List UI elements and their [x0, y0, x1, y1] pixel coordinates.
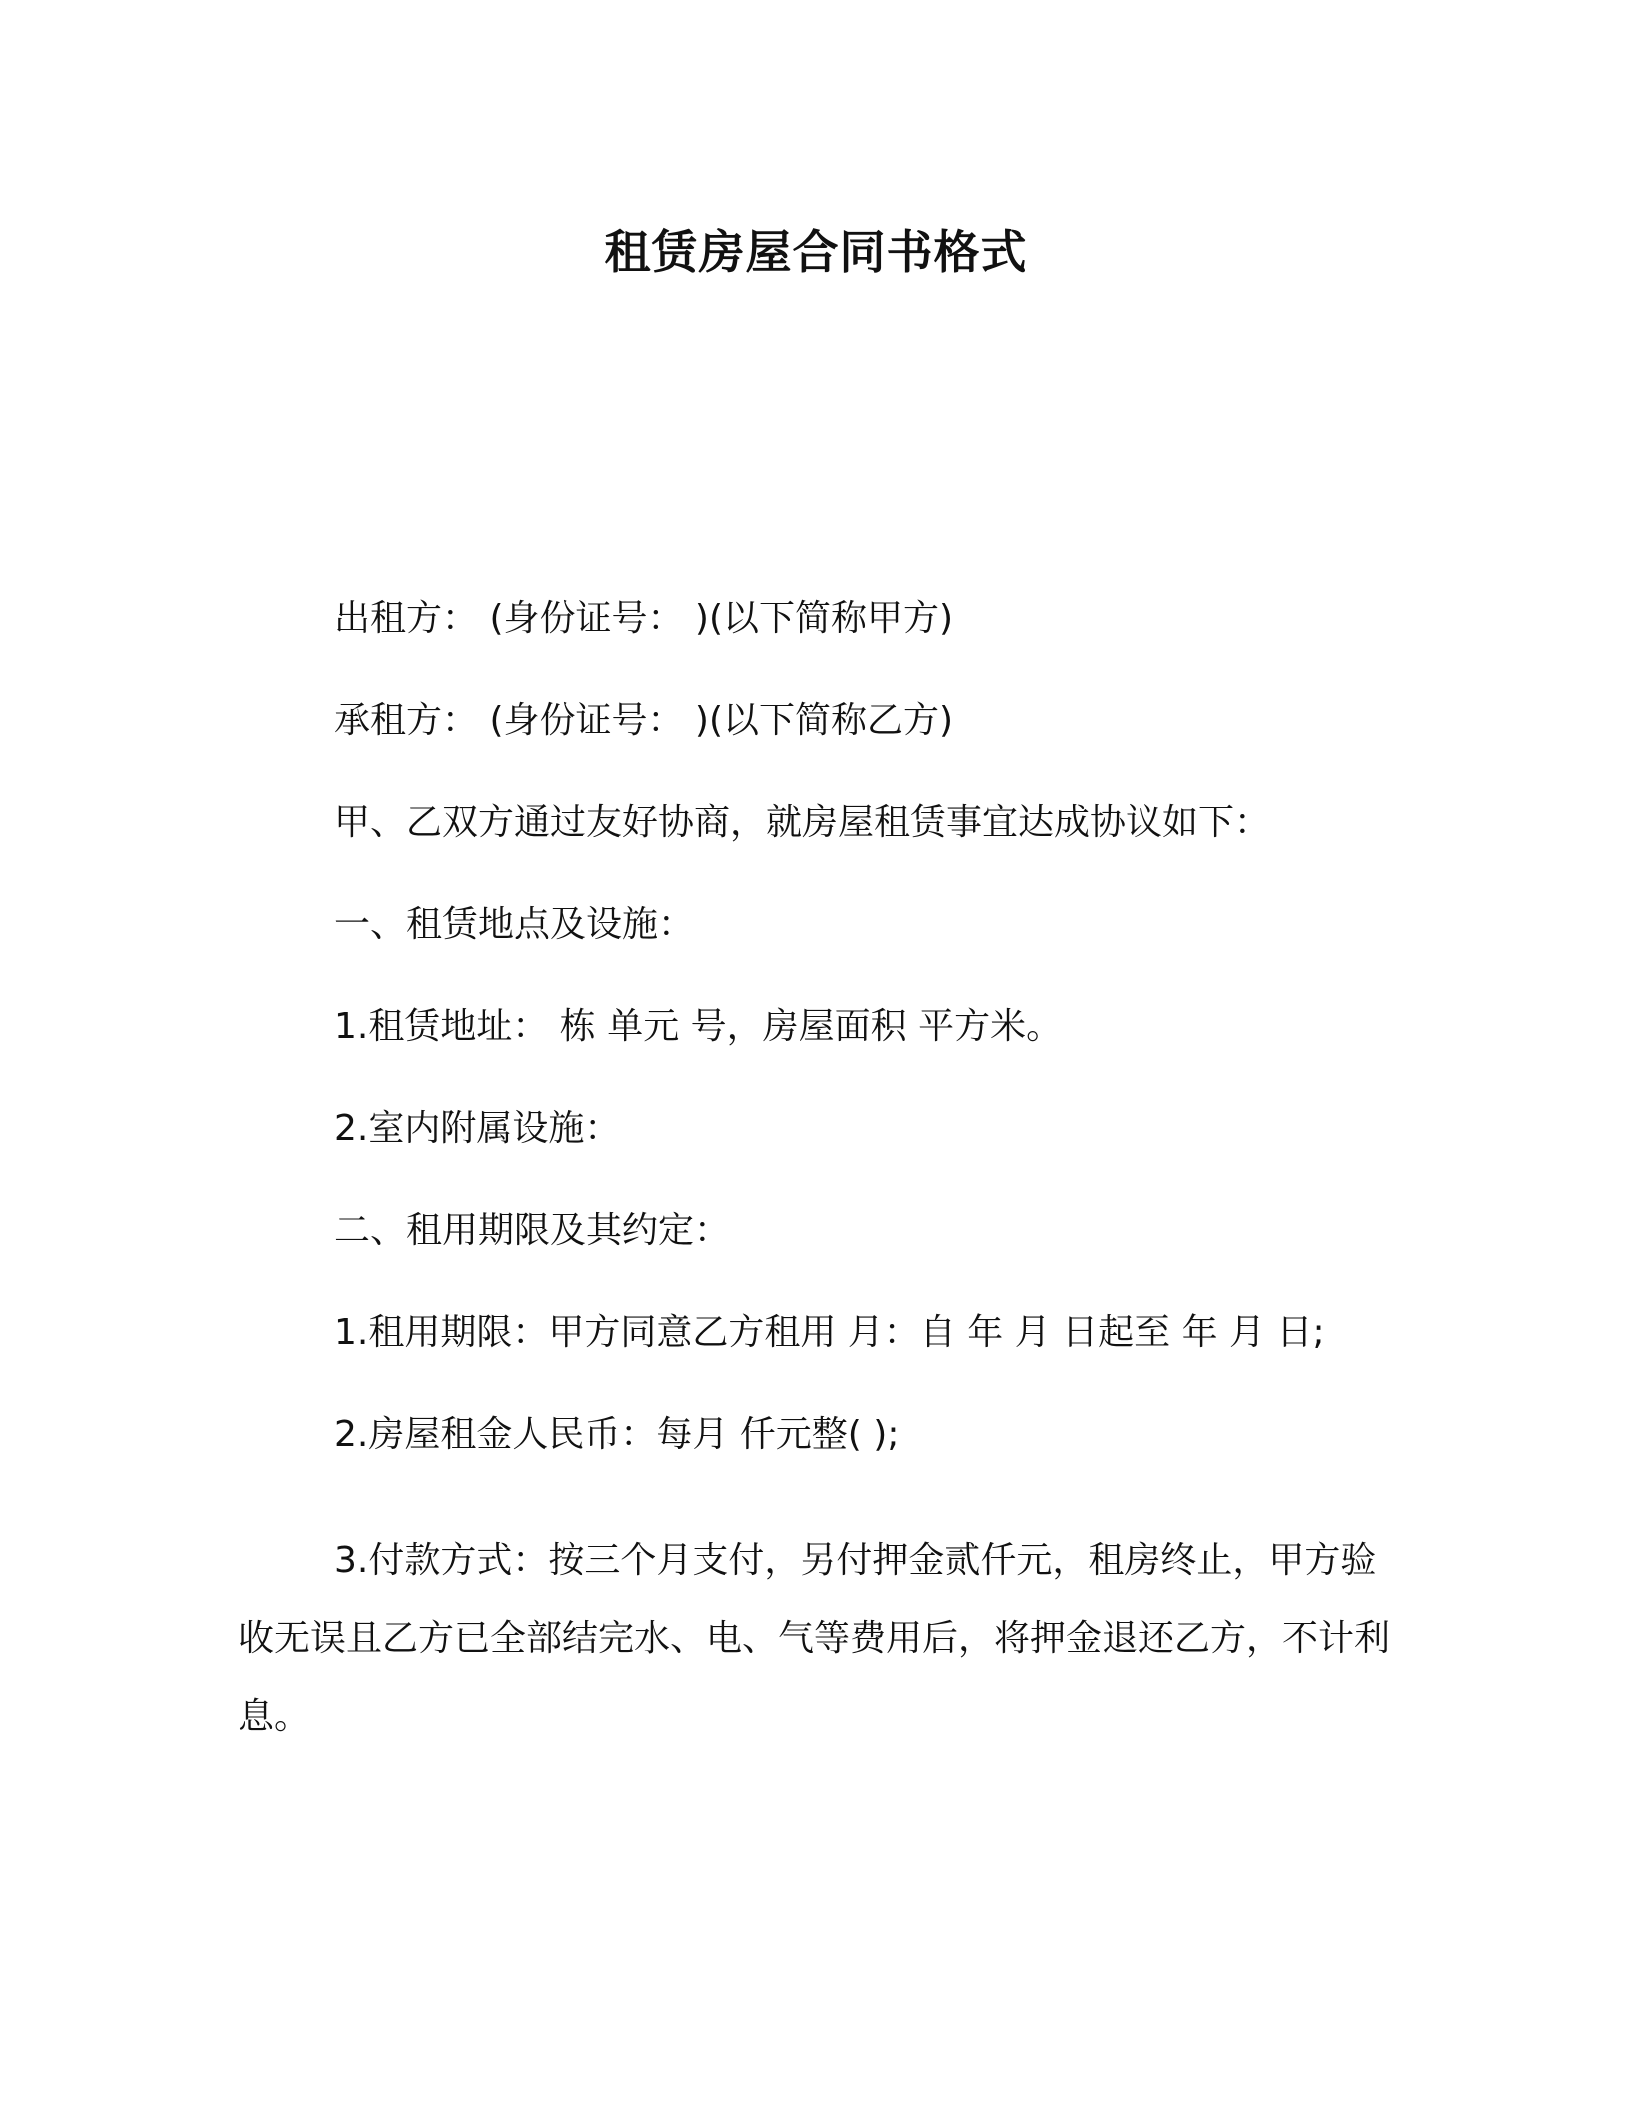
- payment-method-paragraph: 3.付款方式：按三个月支付，另付押金贰仟元，租房终止，甲方验收无误且乙方已全部结完水、电、气等费用后，将押金退还乙方，不计利息。: [238, 1540, 1391, 1737]
- rent-amount-line: 2.房屋租金人民币：每月 仟元整( );: [334, 1414, 900, 1455]
- rental-address-line: 1.租赁地址： 栋 单元 号，房屋面积 平方米。: [334, 1006, 1063, 1047]
- document-title: 租赁房屋合同书格式: [604, 225, 1028, 279]
- facilities-line: 2.室内附属设施：: [334, 1108, 621, 1149]
- lease-term-line: 1.租用期限：甲方同意乙方租用 月：自 年 月 日起至 年 月 日;: [334, 1312, 1325, 1353]
- section-one-heading: 一、租赁地点及设施：: [334, 904, 695, 945]
- lessee-line: 承租方： (身份证号： )(以下简称乙方): [334, 700, 954, 741]
- lessor-line: 出租方： (身份证号： )(以下简称甲方): [334, 598, 954, 639]
- agreement-intro: 甲、乙双方通过友好协商，就房屋租赁事宜达成协议如下：: [334, 802, 1271, 843]
- section-two-heading: 二、租用期限及其约定：: [334, 1210, 731, 1251]
